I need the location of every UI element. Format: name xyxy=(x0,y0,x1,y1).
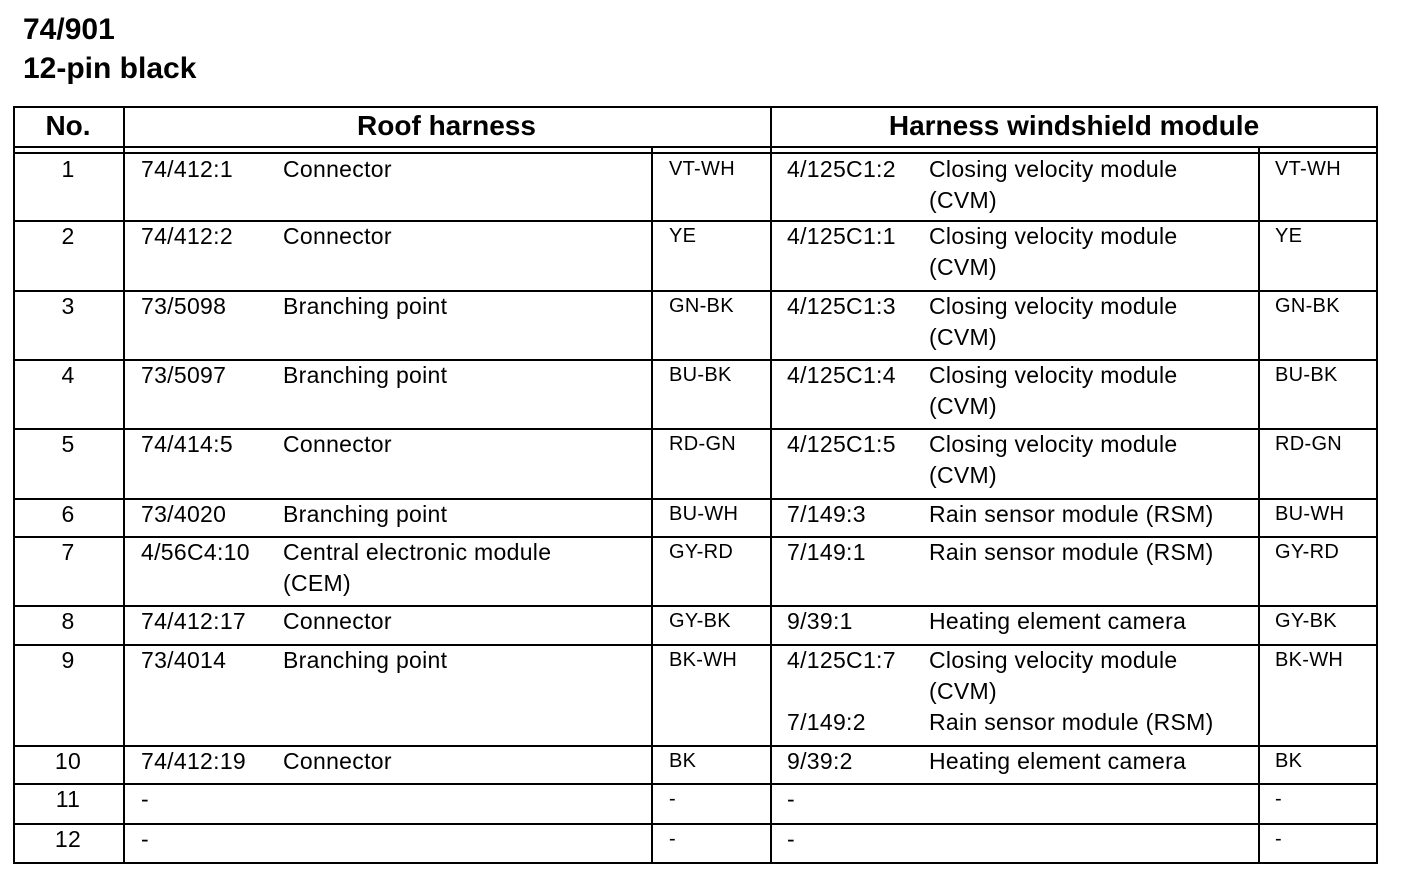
roof-harness-description: Connector xyxy=(283,431,392,457)
windshield-harness-description: Heating element camera xyxy=(929,748,1187,774)
windshield-harness-ref: 7/149:3 xyxy=(787,501,866,527)
roof-harness-description: Connector xyxy=(283,223,392,249)
windshield-harness-wire-color: RD-GN xyxy=(1275,433,1343,455)
column-border xyxy=(770,106,772,864)
roof-harness-wire-color: - xyxy=(669,828,676,850)
windshield-harness-description: Closing velocity module xyxy=(929,293,1178,319)
roof-harness-wire-color: GY-BK xyxy=(669,610,731,632)
windshield-harness-ref: 4/125C1:2 xyxy=(787,156,896,182)
windshield-harness-ref: 7/149:2 xyxy=(787,709,866,735)
connector-ref-title: 74/901 xyxy=(23,13,115,46)
roof-harness-wire-color: RD-GN xyxy=(669,433,737,455)
pin-number: 6 xyxy=(61,501,75,527)
roof-harness-wire-color: GY-RD xyxy=(669,541,734,563)
pin-number: 11 xyxy=(55,786,81,812)
roof-harness-ref: 74/412:17 xyxy=(141,608,247,634)
pin-number: 10 xyxy=(54,748,82,774)
roof-harness-wire-color: BK xyxy=(669,750,697,772)
windshield-harness-wire-color: YE xyxy=(1275,225,1303,247)
windshield-harness-wire-color: BK xyxy=(1275,750,1303,772)
roof-harness-ref: - xyxy=(141,786,149,812)
roof-harness-description: (CEM) xyxy=(283,570,351,596)
roof-harness-ref: 74/412:2 xyxy=(141,223,233,249)
windshield-harness-wire-color: BU-WH xyxy=(1275,503,1345,525)
roof-harness-wire-color: BU-BK xyxy=(669,364,732,386)
windshield-harness-description: Closing velocity module xyxy=(929,156,1178,182)
roof-harness-description: Connector xyxy=(283,156,392,182)
roof-harness-ref: 74/412:1 xyxy=(141,156,233,182)
windshield-harness-description: (CVM) xyxy=(929,324,997,350)
pin-number: 12 xyxy=(54,826,82,852)
roof-harness-ref: 4/56C4:10 xyxy=(141,539,250,565)
windshield-harness-ref: 4/125C1:1 xyxy=(787,223,896,249)
windshield-harness-description: (CVM) xyxy=(929,254,997,280)
roof-harness-wire-color: BU-WH xyxy=(669,503,739,525)
header-roof-harness: Roof harness xyxy=(357,110,536,141)
roof-harness-wire-color: BK-WH xyxy=(669,649,738,671)
windshield-harness-ref: 4/125C1:3 xyxy=(787,293,896,319)
windshield-harness-description: Closing velocity module xyxy=(929,362,1178,388)
row-separator xyxy=(13,823,1378,825)
roof-harness-description: Connector xyxy=(283,608,392,634)
windshield-harness-ref: 9/39:2 xyxy=(787,748,853,774)
windshield-harness-ref: - xyxy=(787,826,795,852)
windshield-harness-description: Rain sensor module (RSM) xyxy=(929,539,1214,565)
roof-harness-wire-color: GN-BK xyxy=(669,295,734,317)
windshield-harness-description: Heating element camera xyxy=(929,608,1187,634)
row-separator xyxy=(13,783,1378,785)
roof-harness-description: Central electronic module xyxy=(283,539,552,565)
windshield-harness-wire-color: BU-BK xyxy=(1275,364,1338,386)
roof-harness-description: Branching point xyxy=(283,362,448,388)
connector-type-title: 12-pin black xyxy=(23,52,197,85)
roof-harness-ref: 73/4020 xyxy=(141,501,227,527)
pin-number: 1 xyxy=(61,156,75,182)
roof-harness-description: Connector xyxy=(283,748,392,774)
roof-harness-description: Branching point xyxy=(283,293,448,319)
windshield-harness-description: (CVM) xyxy=(929,462,997,488)
color-column-border xyxy=(1258,146,1260,864)
windshield-harness-ref: - xyxy=(787,786,795,812)
windshield-harness-description: (CVM) xyxy=(929,187,997,213)
color-column-border xyxy=(651,146,653,864)
pin-number: 3 xyxy=(61,293,75,319)
windshield-harness-description: Closing velocity module xyxy=(929,647,1178,673)
windshield-harness-ref: 9/39:1 xyxy=(787,608,853,634)
roof-harness-wire-color: - xyxy=(669,788,676,810)
windshield-harness-wire-color: GN-BK xyxy=(1275,295,1340,317)
windshield-harness-description: Rain sensor module (RSM) xyxy=(929,501,1214,527)
header-rule xyxy=(13,146,1378,148)
pin-number: 2 xyxy=(61,223,75,249)
windshield-harness-wire-color: - xyxy=(1275,788,1282,810)
windshield-harness-wire-color: BK-WH xyxy=(1275,649,1344,671)
pin-number: 8 xyxy=(61,608,75,634)
header-no: No. xyxy=(45,110,91,141)
windshield-harness-description: (CVM) xyxy=(929,393,997,419)
header-windshield-harness: Harness windshield module xyxy=(888,110,1260,141)
roof-harness-ref: 73/4014 xyxy=(141,647,227,673)
pin-number: 4 xyxy=(61,362,75,388)
column-border xyxy=(1376,106,1378,864)
windshield-harness-wire-color: GY-BK xyxy=(1275,610,1337,632)
roof-harness-description: Branching point xyxy=(283,647,448,673)
windshield-harness-ref: 4/125C1:7 xyxy=(787,647,896,673)
column-border xyxy=(123,106,125,864)
windshield-harness-ref: 4/125C1:5 xyxy=(787,431,896,457)
roof-harness-ref: 73/5098 xyxy=(141,293,227,319)
roof-harness-wire-color: YE xyxy=(669,225,697,247)
pin-number: 5 xyxy=(61,431,75,457)
windshield-harness-description: Closing velocity module xyxy=(929,223,1178,249)
windshield-harness-ref: 7/149:1 xyxy=(787,539,866,565)
pin-number: 9 xyxy=(61,647,75,673)
windshield-harness-ref: 4/125C1:4 xyxy=(787,362,896,388)
roof-harness-ref: 74/412:19 xyxy=(141,748,247,774)
windshield-harness-wire-color: GY-RD xyxy=(1275,541,1340,563)
windshield-harness-wire-color: - xyxy=(1275,828,1282,850)
table-bottom-border xyxy=(13,862,1378,864)
roof-harness-ref: 74/414:5 xyxy=(141,431,233,457)
windshield-harness-wire-color: VT-WH xyxy=(1275,158,1341,180)
windshield-harness-description: Rain sensor module (RSM) xyxy=(929,709,1214,735)
pin-number: 7 xyxy=(61,539,75,565)
table-top-border xyxy=(13,106,1378,108)
pinout-table xyxy=(13,106,1378,864)
roof-harness-description: Branching point xyxy=(283,501,448,527)
windshield-harness-description: (CVM) xyxy=(929,678,997,704)
roof-harness-ref: - xyxy=(141,826,149,852)
roof-harness-ref: 73/5097 xyxy=(141,362,227,388)
roof-harness-wire-color: VT-WH xyxy=(669,158,735,180)
windshield-harness-description: Closing velocity module xyxy=(929,431,1178,457)
